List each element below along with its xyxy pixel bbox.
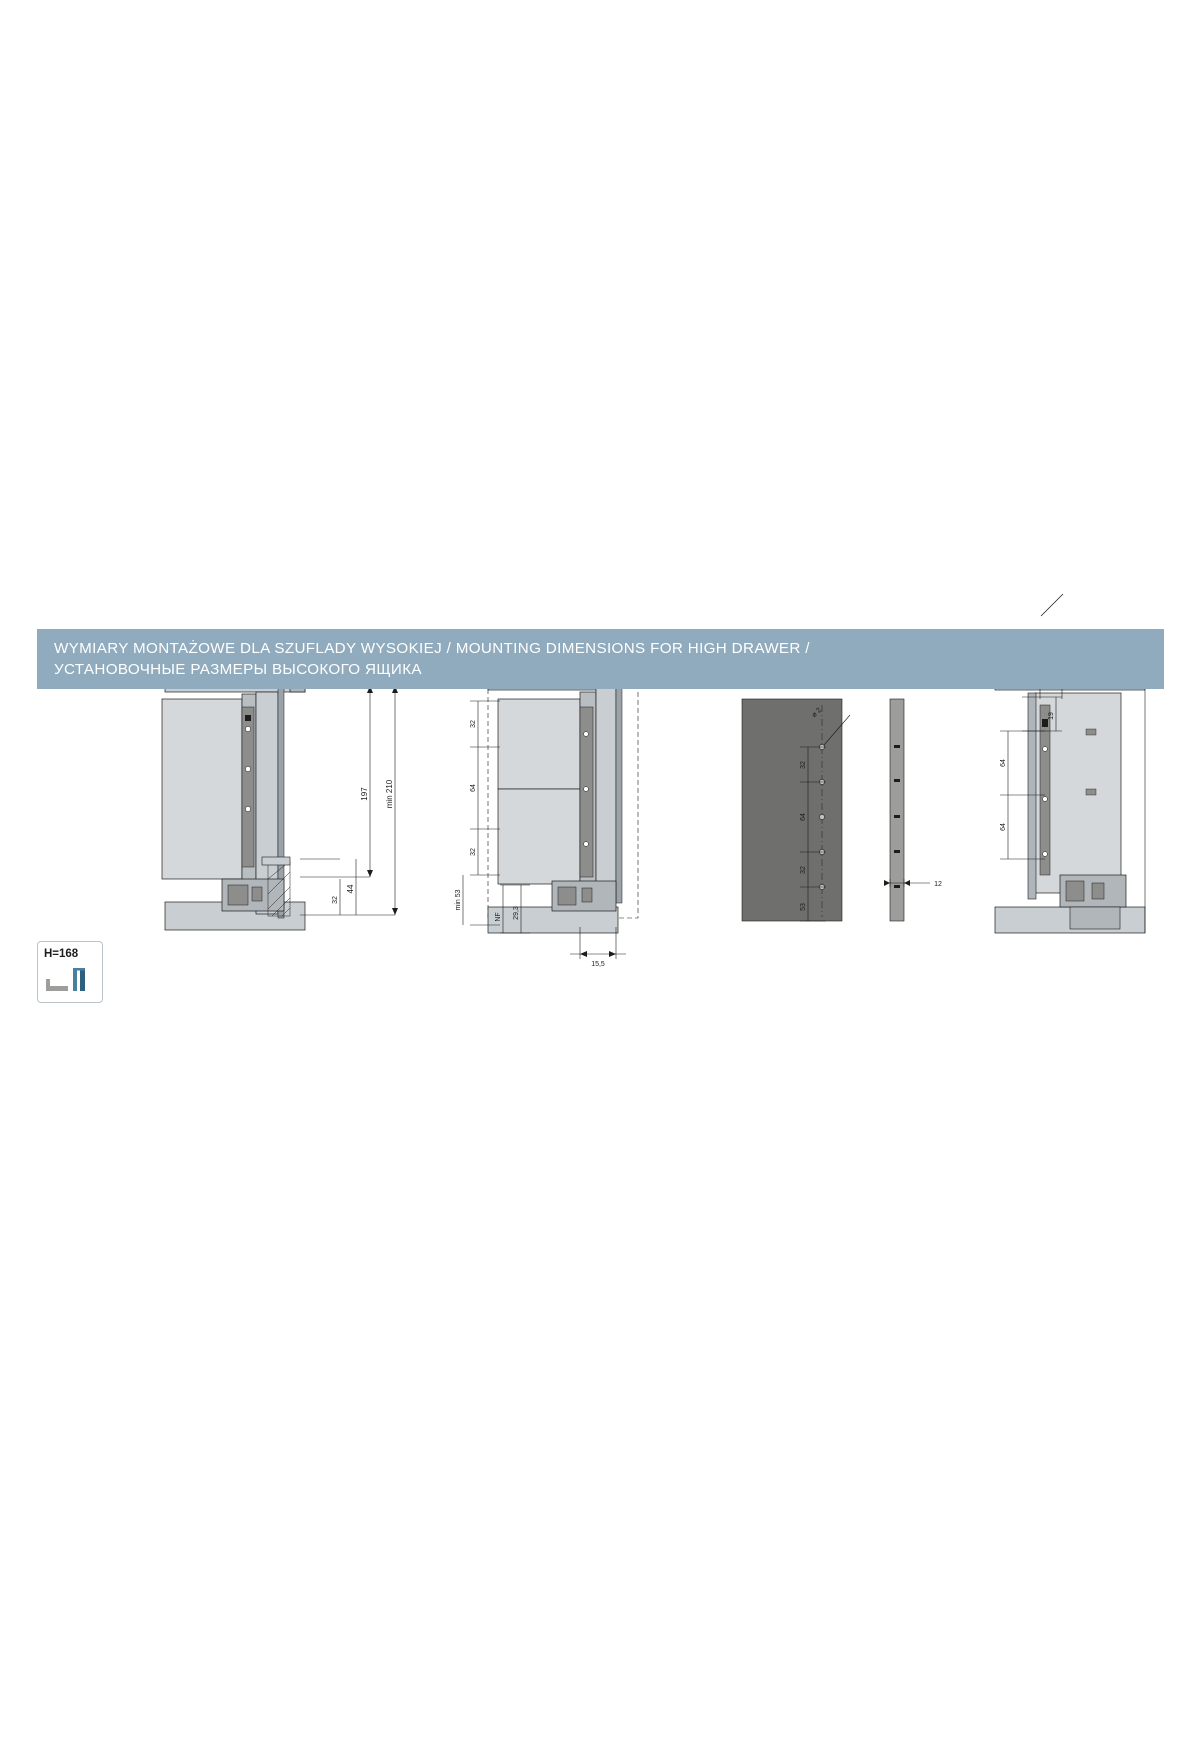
drawing-svg [0, 689, 1200, 1089]
view-panel-drilling [742, 699, 942, 921]
dim-hole-dia: ø 2 [810, 706, 823, 719]
dim-32-a-v2: 32 [470, 720, 477, 728]
dim-min-210: min 210 [385, 779, 394, 809]
view-front-mounting [455, 689, 638, 968]
title-line-2: УСТАНОВОЧНЫЕ РАЗМЕРЫ ВЫСОКОГО ЯЩИКА [54, 661, 422, 678]
view-assembly-section [995, 689, 1145, 933]
dim-15-5: 15,5 [591, 961, 605, 968]
section-title-band [37, 629, 1164, 689]
dim-32-b-v2: 32 [470, 848, 477, 856]
dim-29-3: 29,3 [513, 906, 520, 920]
dim-64-a-v4: 64 [1000, 759, 1007, 767]
dim-12: 12 [934, 881, 942, 888]
dim-32-v1: 32 [332, 896, 339, 904]
dim-197: 197 [360, 787, 369, 801]
view-side-section [162, 689, 398, 930]
dim-44: 44 [346, 884, 355, 894]
corner-fold-mark [1039, 592, 1065, 618]
dim-53: 53 [800, 903, 807, 911]
dim-19: 19 [1048, 712, 1055, 720]
dim-64-b-v4: 64 [1000, 823, 1007, 831]
drawer-height-label: H=168 [44, 948, 79, 960]
dim-64-v3: 64 [800, 813, 807, 821]
dim-32-a-v3: 32 [800, 761, 807, 769]
dim-nf-bottom: NF [495, 912, 502, 922]
dim-64-v2: 64 [470, 784, 477, 792]
title-line-1: WYMIARY MONTAŻOWE DLA SZUFLADY WYSOKIEJ / MOUNTING DIMENSIONS FOR HIGH DRAWER / [54, 640, 810, 657]
technical-drawing-canvas [0, 689, 1200, 1089]
dim-32-b-v3: 32 [800, 866, 807, 874]
dim-min-53: min 53 [455, 889, 462, 911]
